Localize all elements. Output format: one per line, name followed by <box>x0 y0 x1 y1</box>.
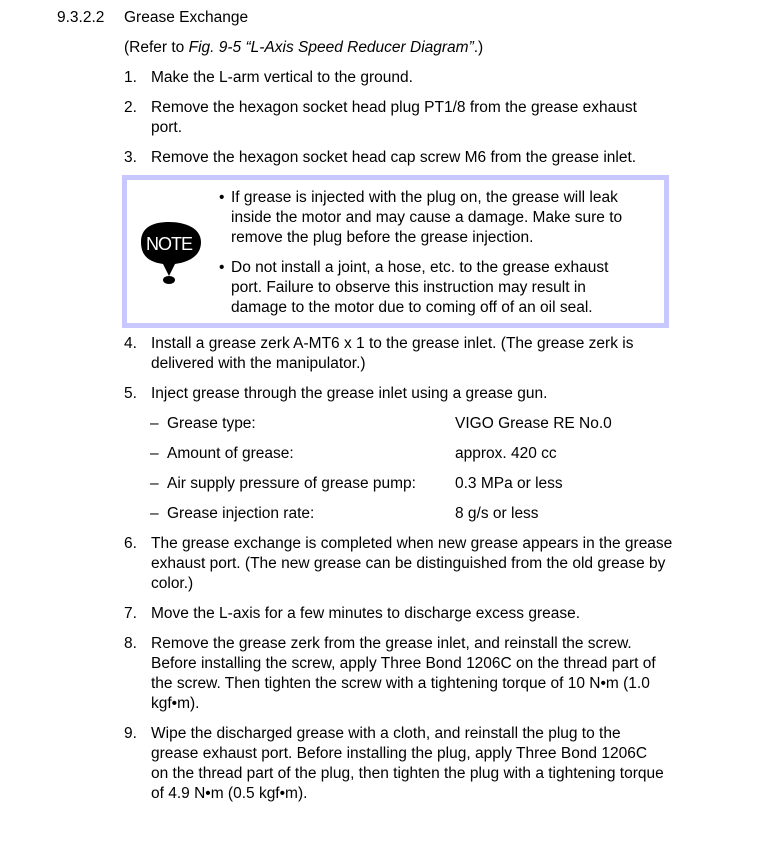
step-number: 8. <box>124 635 137 652</box>
step-1 <box>124 68 672 88</box>
note-icon <box>135 220 203 284</box>
dash: – <box>150 505 159 522</box>
note-text: If grease is injected with the plug on, the grease will leak inside the motor and may cause a damage. Make sure to remove the plug before the grease injection. <box>231 189 623 246</box>
step-9 <box>124 724 664 804</box>
spec-row <box>150 474 650 494</box>
step-7 <box>124 604 672 624</box>
spec-label: Grease injection rate: <box>167 505 315 522</box>
dash: – <box>150 445 159 462</box>
spec-row <box>150 444 650 464</box>
step-number: 1. <box>124 69 137 86</box>
step-4 <box>124 334 680 374</box>
dash: – <box>150 415 159 432</box>
step-text: Make the L-arm vertical to the ground. <box>151 69 413 86</box>
step-text: Remove the hexagon socket head plug PT1/8 from the grease exhaust port. <box>151 99 637 136</box>
note-box <box>122 175 669 328</box>
step-number: 2. <box>124 99 137 116</box>
step-number: 3. <box>124 149 137 166</box>
section-number: 9.3.2.2 <box>57 9 105 26</box>
section-heading <box>57 8 248 28</box>
spec-value: 0.3 MPa or less <box>455 475 563 492</box>
note-item-2 <box>219 258 639 318</box>
dash: – <box>150 475 159 492</box>
step-text: Remove the hexagon socket head cap screw M6 from the grease inlet. <box>151 149 637 166</box>
step-text: Wipe the discharged grease with a cloth, and reinstall the plug to the grease exhaust port. Before installing the plug, apply Three Bond 1206C on the thread part of the plug, then tighten the plug with a tightening torque of 4.9 N•m (0.5 kgf•m). <box>151 725 664 802</box>
figure-reference <box>124 38 483 58</box>
step-number: 7. <box>124 605 137 622</box>
step-text: Move the L-axis for a few minutes to discharge excess grease. <box>151 605 581 622</box>
spec-label: Amount of grease: <box>167 445 294 462</box>
spec-row <box>150 414 650 434</box>
note-text: Do not install a joint, a hose, etc. to the grease exhaust port. Failure to observe this instruction may result in damage to the motor due to coming off of an oil seal. <box>231 259 609 316</box>
step-text: Inject grease through the grease inlet using a grease gun. <box>151 385 548 402</box>
reference-figure-link: Fig. 9-5 “L-Axis Speed Reducer Diagram” <box>188 39 474 56</box>
note-icon-label: NOTE <box>145 234 193 254</box>
section-title: Grease Exchange <box>124 9 249 26</box>
step-number: 4. <box>124 335 137 352</box>
spec-value: VIGO Grease RE No.0 <box>455 415 612 432</box>
step-text: Remove the grease zerk from the grease inlet, and reinstall the screw. Before installing the screw, apply Three Bond 1206C on the thread part of the screw. Then tighten the screw with a tightening torque of 10 N•m (1.0 kgf•m). <box>151 635 656 712</box>
note-item-1 <box>219 188 659 248</box>
bullet: • <box>219 259 225 276</box>
bullet: • <box>219 189 225 206</box>
step-text: The grease exchange is completed when new grease appears in the grease exhaust port. (The new grease can be distinguished from the old grease by color.) <box>151 535 673 592</box>
step-number: 5. <box>124 385 137 402</box>
step-number: 9. <box>124 725 137 742</box>
step-text: Install a grease zerk A-MT6 x 1 to the grease inlet. (The grease zerk is delivered with the manipulator.) <box>151 335 634 372</box>
step-number: 6. <box>124 535 137 552</box>
step-5 <box>124 384 672 404</box>
reference-prefix: (Refer to <box>124 39 189 56</box>
spec-row <box>150 504 650 524</box>
step-8 <box>124 634 676 714</box>
spec-value: 8 g/s or less <box>455 505 539 522</box>
step-6 <box>124 534 676 594</box>
spec-label: Air supply pressure of grease pump: <box>167 475 416 492</box>
reference-suffix: .) <box>473 39 484 56</box>
spec-label: Grease type: <box>167 415 256 432</box>
step-3 <box>124 148 684 168</box>
spec-value: approx. 420 cc <box>455 445 557 462</box>
step-2 <box>124 98 672 138</box>
